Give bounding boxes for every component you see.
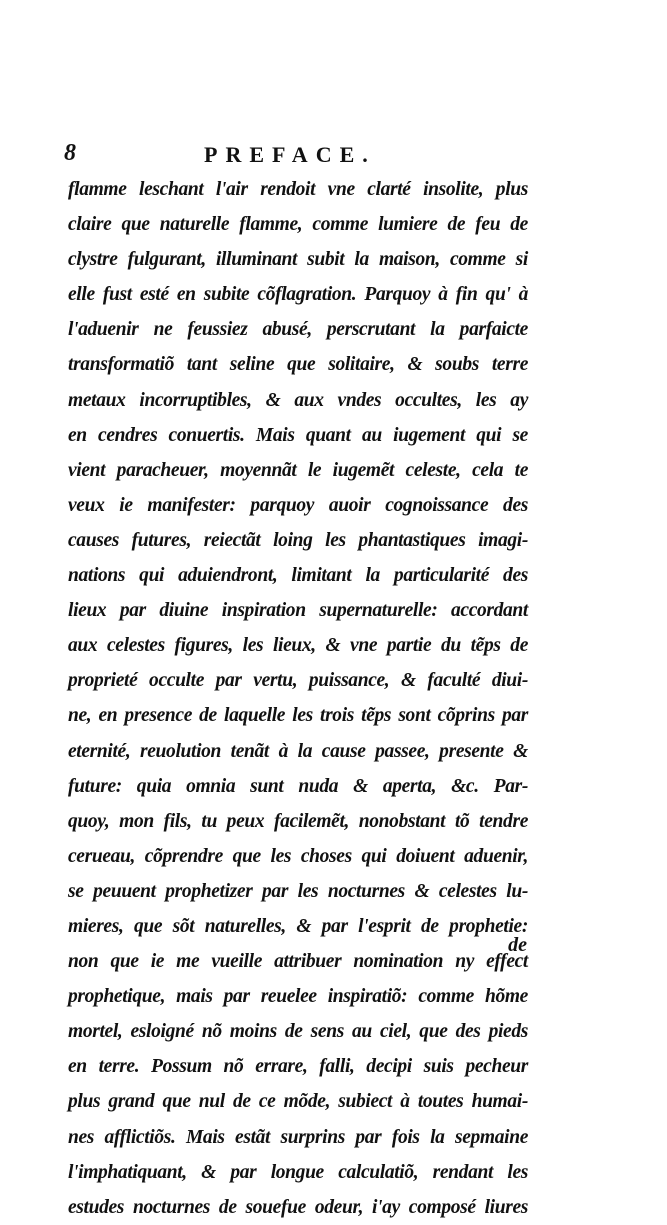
text-line: cerueau, cõprendre que les choses qui doiuent aduenir, bbox=[68, 845, 528, 867]
text-line: eternité, reuolution tenãt à la cause passee, presente & bbox=[68, 740, 528, 762]
text-line: prophetique, mais par reuelee inspiratiõ: comme hõme bbox=[68, 986, 528, 1008]
text-line: en cendres conuertis. Mais quant au iugement qui se bbox=[68, 424, 528, 446]
text-line: claire que naturelle flamme, comme lumiere de feu de bbox=[68, 214, 528, 236]
text-line: elle fust esté en subite cõflagration. Parquoy à fin qu' à bbox=[68, 284, 528, 306]
text-line: estudes nocturnes de souefue odeur, i'ay composé liures bbox=[68, 1196, 528, 1218]
text-line: nes afflictiõs. Mais estãt surprins par fois la sepmaine bbox=[68, 1126, 528, 1148]
text-line: non que ie me vueille attribuer nomination ny effect bbox=[68, 951, 528, 973]
text-line: vient paracheuer, moyennãt le iugemẽt celeste, cela te bbox=[68, 459, 528, 481]
text-line: metaux incorruptibles, & aux vndes occultes, les ay bbox=[68, 389, 528, 411]
text-line: clystre fulgurant, illuminant subit la maison, comme si bbox=[68, 249, 528, 271]
text-line: proprieté occulte par vertu, puissance, & faculté diui- bbox=[68, 670, 528, 692]
text-line: ne, en presence de laquelle les trois tẽps sont cõprins par bbox=[68, 705, 528, 727]
page-number: 8 bbox=[64, 140, 76, 166]
text-line: lieux par diuine inspiration supernaturelle: accordant bbox=[68, 600, 528, 622]
text-line: causes futures, reiectãt loing les phantastiques imagi- bbox=[68, 529, 528, 551]
text-line: transformatiõ tant seline que solitaire, & soubs terre bbox=[68, 354, 528, 376]
running-title: PREFACE. bbox=[204, 142, 376, 167]
text-line: l'aduenir ne feussiez abusé, perscrutant la parfaicte bbox=[68, 319, 528, 341]
text-line: en terre. Possum nõ errare, falli, decipi suis pecheur bbox=[68, 1056, 528, 1078]
catchword: de bbox=[508, 934, 527, 956]
text-line: l'imphatiquant, & par longue calculatiõ, rendant les bbox=[68, 1161, 528, 1183]
text-line: mieres, que sõt naturelles, & par l'esprit de prophetie: bbox=[68, 915, 528, 937]
text-line: mortel, esloigné nõ moins de sens au ciel, que des pieds bbox=[68, 1021, 528, 1043]
text-line: flamme leschant l'air rendoit vne clarté insolite, plus bbox=[68, 179, 528, 200]
text-line: future: quia omnia sunt nuda & aperta, &c. Par- bbox=[68, 775, 528, 797]
text-line: nations qui aduiendront, limitant la particularité des bbox=[68, 565, 528, 587]
body-text bbox=[68, 172, 528, 1225]
text-line: veux ie manifester: parquoy auoir cognoissance des bbox=[68, 494, 528, 516]
text-line: aux celestes figures, les lieux, & vne partie du tẽps de bbox=[68, 635, 528, 657]
text-line: plus grand que nul de ce mõde, subiect à toutes humai- bbox=[68, 1091, 528, 1113]
text-line: se peuuent prophetizer par les nocturnes & celestes lu- bbox=[68, 880, 528, 902]
text-line: quoy, mon fils, tu peux facilemẽt, nonobstant tõ tendre bbox=[68, 810, 528, 832]
